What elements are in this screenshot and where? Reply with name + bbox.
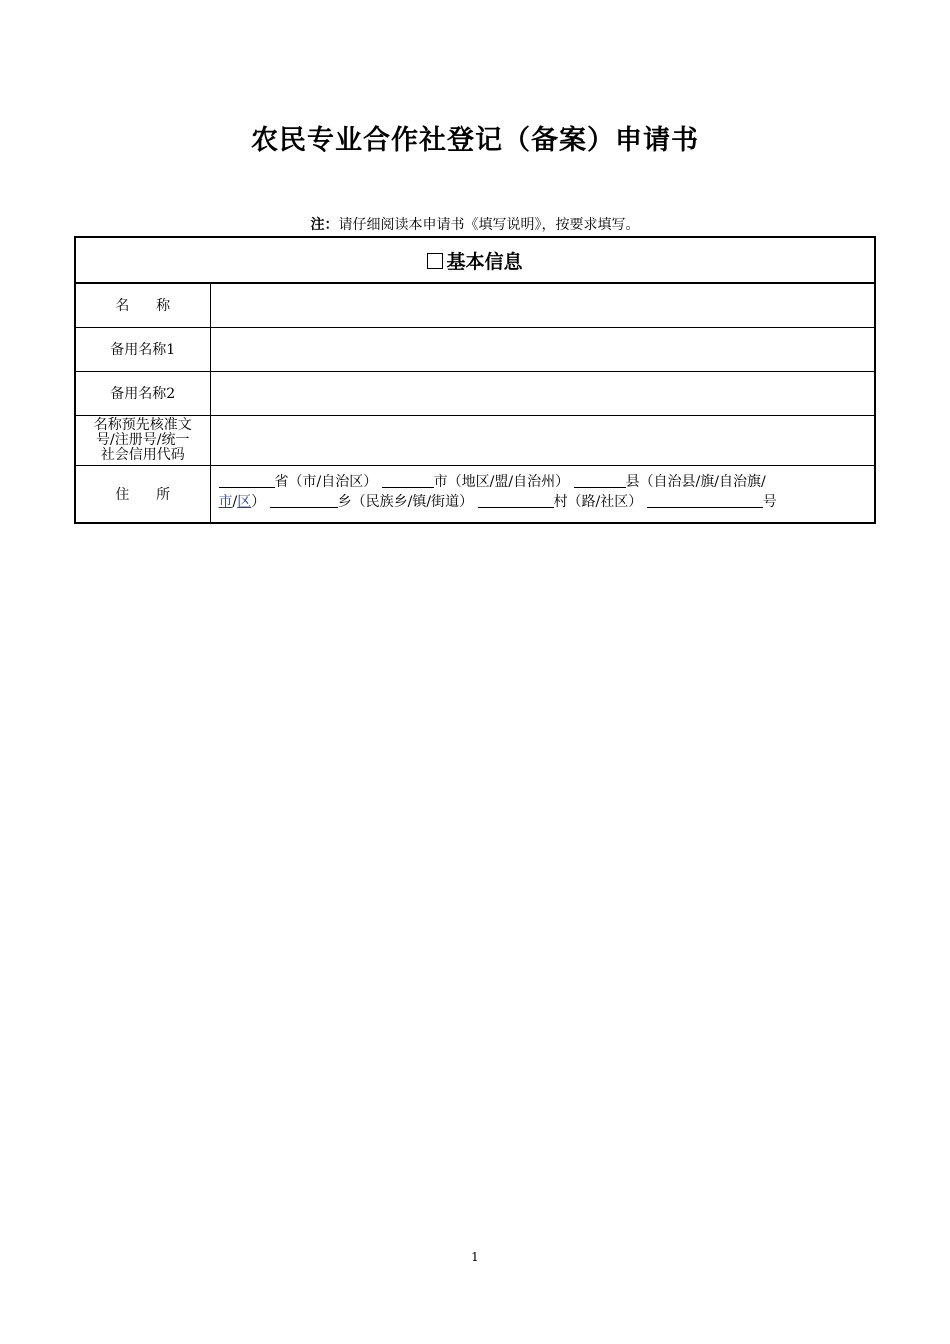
section-header-row xyxy=(75,237,875,283)
province-blank[interactable] xyxy=(219,473,275,488)
address-row xyxy=(75,465,875,523)
registration-code-label: 名称预先核准文 号/注册号/统一 社会信用代码 xyxy=(75,415,210,465)
page-title: 农民专业合作社登记（备案）申请书 xyxy=(251,125,699,156)
registration-code-field[interactable] xyxy=(210,415,875,465)
alt-name1-row xyxy=(75,327,875,371)
alt-name2-label: 备用名称2 xyxy=(75,371,210,415)
number-blank[interactable] xyxy=(647,493,763,508)
district-link[interactable]: 区 xyxy=(237,493,252,510)
city-blank[interactable] xyxy=(382,473,434,488)
address-label: 住 所 xyxy=(75,465,210,523)
name-row xyxy=(75,283,875,327)
checkbox-icon[interactable] xyxy=(427,253,443,269)
alt-name1-field[interactable] xyxy=(210,327,875,371)
note-text: 请仔细阅读本申请书《填写说明》，按要求填写。 xyxy=(338,217,640,233)
address-field[interactable]: 省（市/自治区） 市（地区/盟/自治州） 县（自治县/旗/自治旗/ 市/区） 乡（民族乡/镇/街道） 村（路/社区） 号 xyxy=(210,465,875,523)
section-header: 基本信息 xyxy=(446,250,523,273)
basic-info-form xyxy=(74,236,876,524)
note-label: 注： xyxy=(310,217,339,233)
alt-name1-label: 备用名称1 xyxy=(75,327,210,371)
name-field[interactable] xyxy=(210,283,875,327)
village-blank[interactable] xyxy=(478,493,554,508)
alt-name2-row xyxy=(75,371,875,415)
name-label: 名 称 xyxy=(75,283,210,327)
alt-name2-field[interactable] xyxy=(210,371,875,415)
township-blank[interactable] xyxy=(270,493,338,508)
city-link[interactable]: 市 xyxy=(218,493,233,510)
instruction-note xyxy=(0,214,950,234)
page-number: 1 xyxy=(471,1250,479,1264)
county-blank[interactable] xyxy=(574,473,626,488)
registration-code-row xyxy=(75,415,875,465)
